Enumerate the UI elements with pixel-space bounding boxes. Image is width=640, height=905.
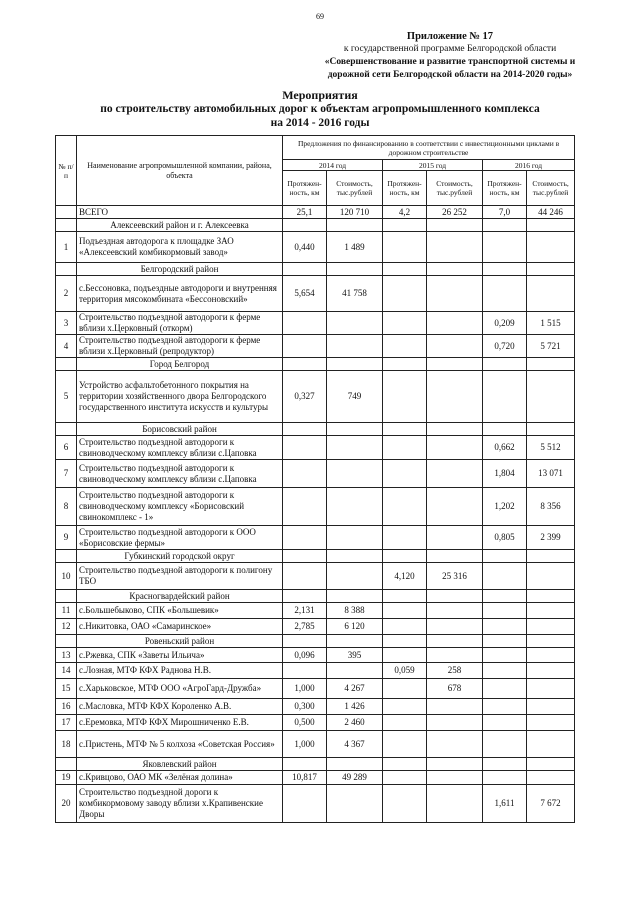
length-2016: 0,662 (483, 436, 527, 460)
length-2014: 1,000 (283, 679, 327, 699)
table-row (56, 436, 575, 460)
cost-2014 (327, 785, 383, 823)
table-row (56, 460, 575, 488)
cost-2014 (327, 663, 383, 679)
length-2016 (483, 603, 527, 619)
row-number: 10 (56, 563, 77, 590)
cost-2016 (527, 715, 575, 731)
table-row (56, 663, 575, 679)
cost-2014 (327, 436, 383, 460)
cost-2014 (327, 563, 383, 590)
length-2015 (383, 371, 427, 423)
section-row (56, 635, 575, 648)
cost-2016 (527, 699, 575, 715)
table-row (56, 715, 575, 731)
length-2014: 0,327 (283, 371, 327, 423)
cost-2014 (327, 335, 383, 358)
section-title: Борисовский район (77, 423, 283, 436)
length-2015 (383, 488, 427, 526)
cost-2014 (327, 460, 383, 488)
section-row (56, 758, 575, 771)
cost-2015 (427, 526, 483, 550)
cost-2016: 13 071 (527, 460, 575, 488)
section-row (56, 590, 575, 603)
row-number: 2 (56, 276, 77, 312)
length-2015 (383, 679, 427, 699)
cost-2016: 8 356 (527, 488, 575, 526)
cost-2016: 5 721 (527, 335, 575, 358)
table-row (56, 679, 575, 699)
cost-2015 (427, 335, 483, 358)
total-length-2016: 7,0 (483, 206, 527, 219)
length-2016: 1,804 (483, 460, 527, 488)
row-number: 11 (56, 603, 77, 619)
total-cost-2016: 44 246 (527, 206, 575, 219)
appendix-line-2: «Совершенствование и развитие транспортной системы и (324, 57, 576, 67)
length-2014 (283, 436, 327, 460)
object-name: с.Масловка, МТФ КФХ Короленко А.В. (77, 699, 283, 715)
header-year-2014: 2014 год (283, 160, 383, 171)
table-row (56, 371, 575, 423)
object-name: Подъездная автодорога к площадке ЗАО «Алексеевский комбикормовый завод» (77, 232, 283, 263)
length-2016 (483, 276, 527, 312)
length-2016 (483, 648, 527, 663)
cost-2015 (427, 436, 483, 460)
cost-2015 (427, 648, 483, 663)
length-2016 (483, 371, 527, 423)
object-name: Строительство подъездной автодороги к свиноводческому комплексу «Борисовский свинокомплекс - 1» (77, 488, 283, 526)
header-year-2016: 2016 год (483, 160, 575, 171)
cost-2015 (427, 312, 483, 335)
heading-period: на 2014 - 2016 годы (270, 117, 370, 129)
cost-2014: 4 367 (327, 731, 383, 758)
row-number: 20 (56, 785, 77, 823)
cost-2016 (527, 771, 575, 785)
header-cost-2015: Стоимость, тыс.рублей (427, 171, 483, 206)
cost-2014: 1 426 (327, 699, 383, 715)
row-number: 9 (56, 526, 77, 550)
section-title: Город Белгород (77, 358, 283, 371)
section-row (56, 358, 575, 371)
length-2016: 1,611 (483, 785, 527, 823)
cost-2016: 7 672 (527, 785, 575, 823)
length-2015 (383, 335, 427, 358)
length-2014: 0,096 (283, 648, 327, 663)
length-2015 (383, 731, 427, 758)
cost-2016 (527, 731, 575, 758)
row-number: 19 (56, 771, 77, 785)
object-name: с.Кривцово, ОАО МК «Зелёная долина» (77, 771, 283, 785)
cost-2015 (427, 731, 483, 758)
table-row (56, 276, 575, 312)
length-2016: 0,805 (483, 526, 527, 550)
object-name: Строительство подъездной автодороги к ООО «Борисовские фермы» (77, 526, 283, 550)
cost-2015 (427, 371, 483, 423)
length-2014 (283, 663, 327, 679)
cost-2014: 749 (327, 371, 383, 423)
cost-2016: 2 399 (527, 526, 575, 550)
header-length-2016: Протяжен-ность, км (483, 171, 527, 206)
cost-2016 (527, 232, 575, 263)
document-heading (40, 88, 600, 130)
cost-2014: 1 489 (327, 232, 383, 263)
cost-2016: 1 515 (527, 312, 575, 335)
length-2015 (383, 715, 427, 731)
cost-2015 (427, 603, 483, 619)
cost-2015 (427, 619, 483, 635)
length-2014 (283, 460, 327, 488)
cost-2016 (527, 648, 575, 663)
length-2016 (483, 663, 527, 679)
table-row (56, 785, 575, 823)
length-2014 (283, 312, 327, 335)
cost-2015: 678 (427, 679, 483, 699)
section-title: Алексеевский район и г. Алексеевка (77, 219, 283, 232)
total-length-2015: 4,2 (383, 206, 427, 219)
cost-2014 (327, 312, 383, 335)
length-2016 (483, 232, 527, 263)
cost-2016 (527, 276, 575, 312)
length-2016: 0,720 (483, 335, 527, 358)
length-2015 (383, 785, 427, 823)
length-2015 (383, 648, 427, 663)
heading-subtitle: по строительству автомобильных дорог к объектам агропромышленного комплекса (100, 103, 540, 115)
total-cost-2014: 120 710 (327, 206, 383, 219)
object-name: Строительство подъездной дороги к комбикормовому заводу вблизи х.Крапивенские Дворы (77, 785, 283, 823)
section-title: Ровеньский район (77, 635, 283, 648)
cost-2015 (427, 771, 483, 785)
row-number: 6 (56, 436, 77, 460)
object-name: с.Ржевка, СПК «Заветы Ильича» (77, 648, 283, 663)
table-row (56, 619, 575, 635)
header-cost-2016: Стоимость, тыс.рублей (527, 171, 575, 206)
header-cost-2014: Стоимость, тыс.рублей (327, 171, 383, 206)
length-2015 (383, 460, 427, 488)
section-row (56, 219, 575, 232)
length-2014 (283, 335, 327, 358)
table-row (56, 232, 575, 263)
cost-2015 (427, 460, 483, 488)
table-row (56, 526, 575, 550)
length-2015 (383, 232, 427, 263)
length-2016 (483, 563, 527, 590)
length-2014: 2,131 (283, 603, 327, 619)
length-2016: 0,209 (483, 312, 527, 335)
row-number: 17 (56, 715, 77, 731)
object-name: Строительство подъездной автодороги к ферме вблизи х.Церковный (репродуктор) (77, 335, 283, 358)
page-number: 69 (316, 12, 324, 21)
table-row (56, 488, 575, 526)
appendix-line-3: дорожной сети Белгородской области на 2014-2020 годы» (327, 70, 573, 80)
header-name: Наименование агропромышленной компании, района, объекта (77, 136, 283, 206)
length-2014: 0,300 (283, 699, 327, 715)
cost-2014: 395 (327, 648, 383, 663)
row-number: 12 (56, 619, 77, 635)
total-row (56, 206, 575, 219)
row-number: 3 (56, 312, 77, 335)
table-row (56, 771, 575, 785)
cost-2015 (427, 699, 483, 715)
section-row (56, 263, 575, 276)
length-2015 (383, 771, 427, 785)
length-2015 (383, 526, 427, 550)
total-length-2014: 25,1 (283, 206, 327, 219)
length-2016 (483, 619, 527, 635)
object-name: с.Еремовка, МТФ КФХ Мирошниченко Е.В. (77, 715, 283, 731)
header-year-2015: 2015 год (383, 160, 483, 171)
length-2015 (383, 603, 427, 619)
length-2015 (383, 276, 427, 312)
object-name: с.Пристень, МТФ № 5 колхоза «Советская Россия» (77, 731, 283, 758)
appendix-block (300, 30, 600, 82)
section-title: Губкинский городской округ (77, 550, 283, 563)
cost-2014: 49 289 (327, 771, 383, 785)
table-row (56, 312, 575, 335)
length-2015: 4,120 (383, 563, 427, 590)
length-2016 (483, 679, 527, 699)
row-number: 15 (56, 679, 77, 699)
row-number: 13 (56, 648, 77, 663)
table-row (56, 648, 575, 663)
length-2015 (383, 619, 427, 635)
cost-2015 (427, 785, 483, 823)
cost-2015 (427, 232, 483, 263)
cost-2015: 25 316 (427, 563, 483, 590)
table-row (56, 563, 575, 590)
object-name: с.Большебыково, СПК «Большевик» (77, 603, 283, 619)
object-name: с.Никитовка, ОАО «Самаринское» (77, 619, 283, 635)
object-name: Устройство асфальтобетонного покрытия на территории хозяйственного двора Белгородского государственного института искусств и культуры (77, 371, 283, 423)
cost-2014 (327, 488, 383, 526)
row-number: 7 (56, 460, 77, 488)
row-number: 5 (56, 371, 77, 423)
measures-table (55, 135, 575, 823)
cost-2016 (527, 619, 575, 635)
cost-2015 (427, 715, 483, 731)
section-title: Яковлевский район (77, 758, 283, 771)
object-name: Строительство подъездной автодороги к свиноводческому комплексу вблизи с.Цаповка (77, 460, 283, 488)
length-2014: 1,000 (283, 731, 327, 758)
cost-2016 (527, 679, 575, 699)
row-number: 18 (56, 731, 77, 758)
row-number: 1 (56, 232, 77, 263)
cost-2014: 4 267 (327, 679, 383, 699)
row-number: 14 (56, 663, 77, 679)
cost-2016 (527, 603, 575, 619)
cost-2014: 41 758 (327, 276, 383, 312)
length-2015 (383, 436, 427, 460)
table-row (56, 603, 575, 619)
cost-2014: 8 388 (327, 603, 383, 619)
object-name: с.Лозная, МТФ КФХ Раднова Н.В. (77, 663, 283, 679)
length-2014: 5,654 (283, 276, 327, 312)
section-title: Красногвардейский район (77, 590, 283, 603)
section-row (56, 423, 575, 436)
length-2016: 1,202 (483, 488, 527, 526)
object-name: с.Харьковское, МТФ ООО «АгроГард-Дружба» (77, 679, 283, 699)
row-number: 16 (56, 699, 77, 715)
table-header (56, 136, 575, 206)
cost-2016: 5 512 (527, 436, 575, 460)
cost-2015 (427, 276, 483, 312)
length-2014: 0,500 (283, 715, 327, 731)
length-2015: 0,059 (383, 663, 427, 679)
section-title: Белгородский район (77, 263, 283, 276)
cost-2016 (527, 563, 575, 590)
length-2015 (383, 312, 427, 335)
length-2014: 0,440 (283, 232, 327, 263)
length-2016 (483, 699, 527, 715)
length-2016 (483, 771, 527, 785)
row-number: 4 (56, 335, 77, 358)
header-proposals: Предложения по финансированию в соответствии с инвестиционными циклами в дорожном строительстве (283, 136, 575, 160)
cost-2014: 6 120 (327, 619, 383, 635)
object-name: с.Бессоновка, подъездные автодороги и внутренняя территория мясокомбината «Бессоновский» (77, 276, 283, 312)
appendix-line-1: к государственной программе Белгородской области (343, 44, 557, 54)
length-2014 (283, 563, 327, 590)
header-length-2014: Протяжен-ность, км (283, 171, 327, 206)
cost-2016 (527, 371, 575, 423)
object-name: Строительство подъездной автодороги к свиноводческому комплексу вблизи с.Цаповка (77, 436, 283, 460)
cost-2015 (427, 488, 483, 526)
header-length-2015: Протяжен-ность, км (383, 171, 427, 206)
length-2016 (483, 715, 527, 731)
row-number: 8 (56, 488, 77, 526)
total-cost-2015: 26 252 (427, 206, 483, 219)
object-name: Строительство подъездной автодороги к полигону ТБО (77, 563, 283, 590)
table-row (56, 731, 575, 758)
length-2014 (283, 526, 327, 550)
cost-2016 (527, 663, 575, 679)
table-body (56, 206, 575, 823)
heading-title: Мероприятия (282, 88, 358, 102)
cost-2014: 2 460 (327, 715, 383, 731)
object-name: Строительство подъездной автодороги к ферме вблизи х.Церковный (откорм) (77, 312, 283, 335)
length-2014 (283, 488, 327, 526)
section-row (56, 550, 575, 563)
header-no: № п/п (56, 136, 77, 206)
table-row (56, 335, 575, 358)
cost-2014 (327, 526, 383, 550)
length-2016 (483, 731, 527, 758)
cost-2015: 258 (427, 663, 483, 679)
total-label: ВСЕГО (77, 206, 283, 219)
length-2014 (283, 785, 327, 823)
appendix-title: Приложение № 17 (406, 31, 494, 42)
length-2014: 10,817 (283, 771, 327, 785)
table-row (56, 699, 575, 715)
length-2015 (383, 699, 427, 715)
length-2014: 2,785 (283, 619, 327, 635)
